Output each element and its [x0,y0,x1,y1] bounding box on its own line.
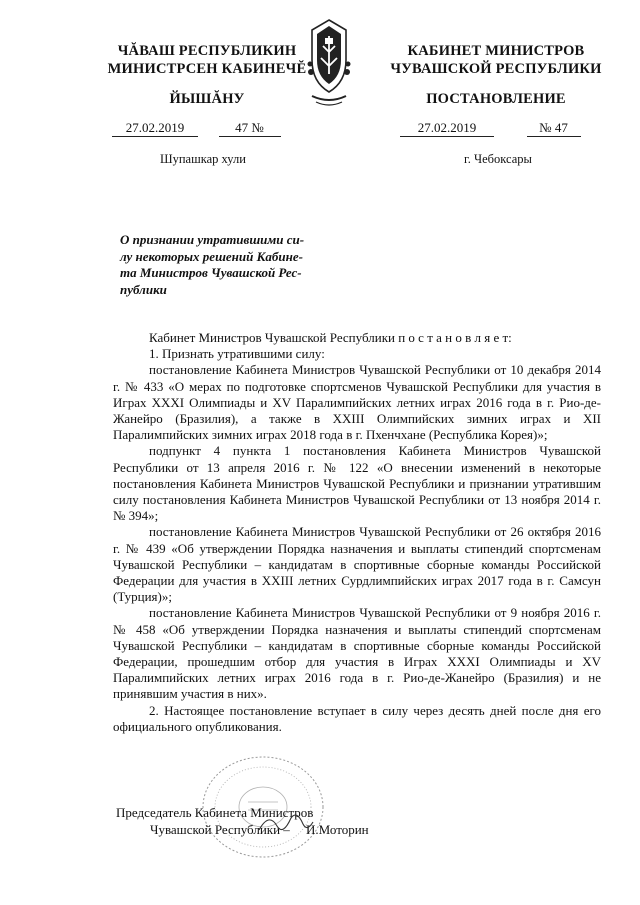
title-line: О признании утратившими си- [120,232,305,247]
left-header [92,42,322,78]
left-date: 27.02.2019 [112,120,198,137]
item-1-paragraph: 1. Признать утратившими силу: [149,346,325,362]
signatory-title: Председатель Кабинета Министров [116,805,314,820]
revoked-decree-2: подпункт 4 пункта 1 постановления Кабинета Министров Чувашской Республики от 13 апреля 2016 г. № 122 «О внесении изменений в некоторые постановления Кабинета Министров Чувашской Республики и признании утратившим силу постановления Кабинета Министров Чувашской Республики от 13 ноября 2014 г. № 394»; [113,443,601,524]
item-2-paragraph: 2. Настоящее постановление вступает в силу через десять дней после дня его официального опубликования. [113,702,601,734]
revoked-decree-1: постановление Кабинета Министров Чувашской Республики от 10 декабря 2014 г. № 433 «О мерах по подготовке спортсменов Чувашской Республики для участия в Играх XXXI Олимпиады и XV Паралимпийских летних играх 2016 года в г. Рио-де-Жанейро (Бразилия), а также в XXIII Олимпийских зимних играх и XII Паралимпийских зимних играх 2018 года в г. Пхенчхане (Республика Корея)»; [113,362,601,443]
left-doc-type: ЙЫШĂНУ [169,91,245,107]
title-line: лу некоторых решений Кабине- [120,248,303,264]
document-body [113,330,601,735]
left-date-row [112,120,281,137]
signatory-org: Чувашской Республики – [150,822,290,837]
right-date: 27.02.2019 [400,120,494,137]
left-header-line2: МИНИСТРСЕН КАБИНЕЧĔ [107,61,307,77]
right-date-row [400,120,581,137]
intro-paragraph: Кабинет Министров Чувашской Республики п о с т а н о в л я е т: [149,330,512,345]
left-number: 47 № [219,120,281,137]
title-line: та Министров Чувашской Рес- [120,265,302,280]
right-city: г. Чебоксары [464,152,532,166]
right-header-line2: ЧУВАШСКОЙ РЕСПУБЛИКИ [390,61,602,77]
left-header-line1: ЧĂВАШ РЕСПУБЛИКИН [117,43,297,59]
right-doc-type: ПОСТАНОВЛЕНИЕ [426,91,566,107]
right-header-line1: КАБИНЕТ МИНИСТРОВ [407,43,585,59]
right-header [376,42,616,78]
handwritten-signature [255,808,315,838]
coat-of-arms-emblem [306,16,352,112]
right-number: № 47 [527,120,581,137]
revoked-decree-4: постановление Кабинета Министров Чувашской Республики от 9 ноября 2016 г. № 458 «Об утверждении Порядка назначения и выплаты стипендий спортсменам Чувашской Республики – кандидатам в спортивные сборные команды Российской Федерации, прошедшим отбор для участия в Играх XXXI Олимпиады и XV Паралимпийских летних играх 2016 года в г. Рио-де-Жанейро (Бразилия) и не принявшим участия в них». [113,605,601,702]
revoked-decree-3: постановление Кабинета Министров Чувашской Республики от 26 октября 2016 г. № 439 «Об утверждении Порядка назначения и выплаты стипендий спортсменам Чувашской Республики – кандидатам в спортивные сборные команды Российской Федерации для участия в XXIII летних Сурдлимпийских играх 2017 года в г. Самсун (Турция)»; [113,524,601,605]
title-line: публики [120,281,167,297]
document-title [120,232,340,298]
signatory-name: И.Моторин [306,822,369,837]
left-city: Шупашкар хули [160,152,246,166]
